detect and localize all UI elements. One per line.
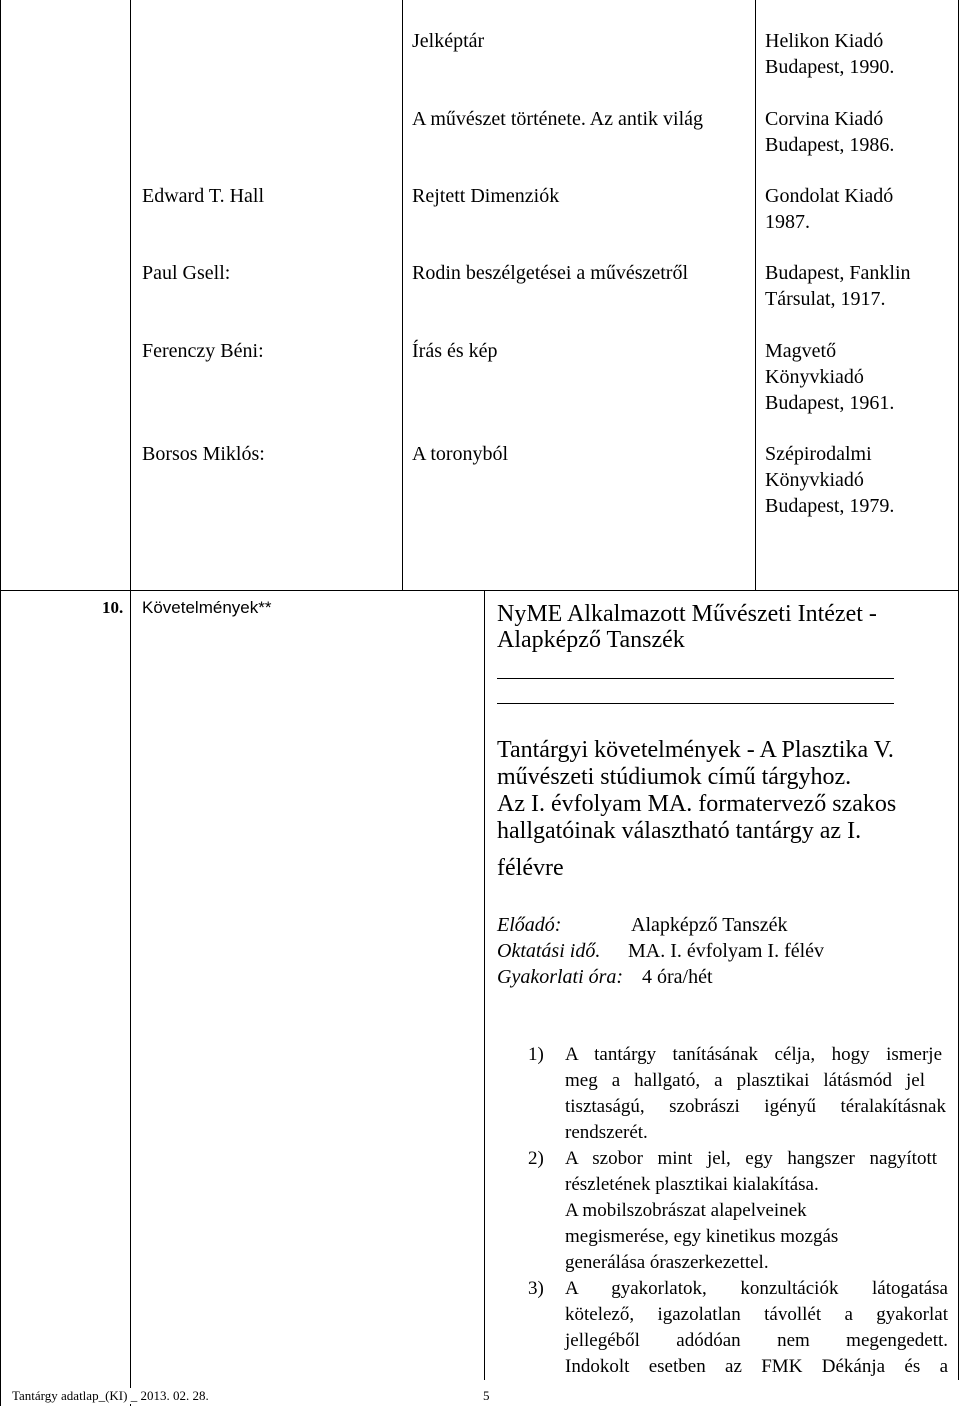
list-line: tisztaságú, szobrászi igényű téralakításnak xyxy=(565,1096,946,1117)
book-title: Jelképtár xyxy=(412,30,485,52)
req-header-line: NyME Alkalmazott Művészeti Intézet - xyxy=(497,601,877,627)
subject-line: Tantárgyi követelmények - A Plasztika V. xyxy=(497,737,894,763)
eloado-value: Alapképző Tanszék xyxy=(631,914,788,936)
page-number: 5 xyxy=(483,1388,490,1403)
table-border-col3-top xyxy=(755,0,756,590)
list-line: A tantárgy tanításának célja, hogy ismerje xyxy=(565,1044,942,1065)
table-border-col-req xyxy=(484,590,485,1380)
list-line: A szobor mint jel, egy hangszer nagyított xyxy=(565,1148,937,1169)
subject-line: Az I. évfolyam MA. formatervező szakos xyxy=(497,791,897,817)
oktatasi-value: MA. I. évfolyam I. félév xyxy=(628,940,825,962)
list-line: rendszerét. xyxy=(565,1122,648,1143)
list-number: 3) xyxy=(528,1278,544,1299)
list-line: generálása óraszerkezettel. xyxy=(565,1252,769,1273)
book-title: A toronyból xyxy=(412,443,509,465)
list-line: részletének plasztikai kialakítása. xyxy=(565,1174,819,1195)
book-title: Írás és kép xyxy=(412,340,498,362)
book-publisher: Helikon Kiadó xyxy=(765,30,884,52)
book-publisher: 1987. xyxy=(765,211,810,233)
list-line: megismerése, egy kinetikus mozgás xyxy=(565,1226,839,1247)
table-border-right xyxy=(958,0,959,1380)
list-line: Indokolt esetben az FMK Dékánja és a xyxy=(565,1356,948,1377)
list-line: A gyakorlatok, konzultációk látogatása xyxy=(565,1278,948,1299)
list-line: kötelező, igazolatlan távollét a gyakorlat xyxy=(565,1304,948,1325)
book-publisher: Budapest, 1979. xyxy=(765,495,895,517)
gyak-label: Gyakorlati óra: xyxy=(497,966,624,988)
book-publisher: Budapest, Fanklin xyxy=(765,262,911,284)
subject-line: hallgatóinak választható tantárgy az I. xyxy=(497,818,862,844)
book-author: Paul Gsell: xyxy=(142,262,231,284)
book-publisher: Budapest, 1986. xyxy=(765,134,895,156)
req-header-line: Alapképző Tanszék xyxy=(497,627,685,653)
section-label: Követelmények** xyxy=(142,598,272,617)
book-publisher: Könyvkiadó xyxy=(765,469,864,491)
book-author: Ferenczy Béni: xyxy=(142,340,264,362)
book-title: Rejtett Dimenziók xyxy=(412,185,560,207)
book-publisher: Magvető xyxy=(765,340,837,362)
list-number: 1) xyxy=(528,1044,544,1065)
book-author: Borsos Miklós: xyxy=(142,443,265,465)
book-publisher: Társulat, 1917. xyxy=(765,288,886,310)
book-publisher: Corvina Kiadó xyxy=(765,108,884,130)
book-title: A művészet története. Az antik világ xyxy=(412,108,704,130)
list-line: meg a hallgató, a plasztikai látásmód jel xyxy=(565,1070,925,1091)
book-author: Edward T. Hall xyxy=(142,185,265,207)
book-publisher: Budapest, 1990. xyxy=(765,56,895,78)
table-border-left xyxy=(0,0,1,1406)
list-line: jellegéből adódóan nem megengedett. xyxy=(565,1330,948,1351)
blank-line xyxy=(497,703,894,704)
table-border-col1 xyxy=(130,0,131,1406)
book-title: Rodin beszélgetései a művészetről xyxy=(412,262,689,284)
footer-left: Tantárgy adatlap_(KI) _ 2013. 02. 28. xyxy=(12,1388,213,1404)
book-publisher: Szépirodalmi xyxy=(765,443,872,465)
table-border-col2-top xyxy=(402,0,403,590)
section-number: 10. xyxy=(102,598,124,617)
table-row-divider xyxy=(0,590,959,591)
list-number: 2) xyxy=(528,1148,544,1169)
book-publisher: Gondolat Kiadó xyxy=(765,185,894,207)
subject-line: félévre xyxy=(497,855,564,881)
oktatasi-label: Oktatási idő. xyxy=(497,940,601,962)
gyak-value: 4 óra/hét xyxy=(642,966,713,988)
blank-line xyxy=(497,678,894,679)
book-publisher: Könyvkiadó xyxy=(765,366,864,388)
book-publisher: Budapest, 1961. xyxy=(765,392,895,414)
eloado-label: Előadó: xyxy=(497,914,562,936)
subject-line: művészeti stúdiumok című tárgyhoz. xyxy=(497,764,852,790)
list-line: A mobilszobrászat alapelveinek xyxy=(565,1200,807,1221)
